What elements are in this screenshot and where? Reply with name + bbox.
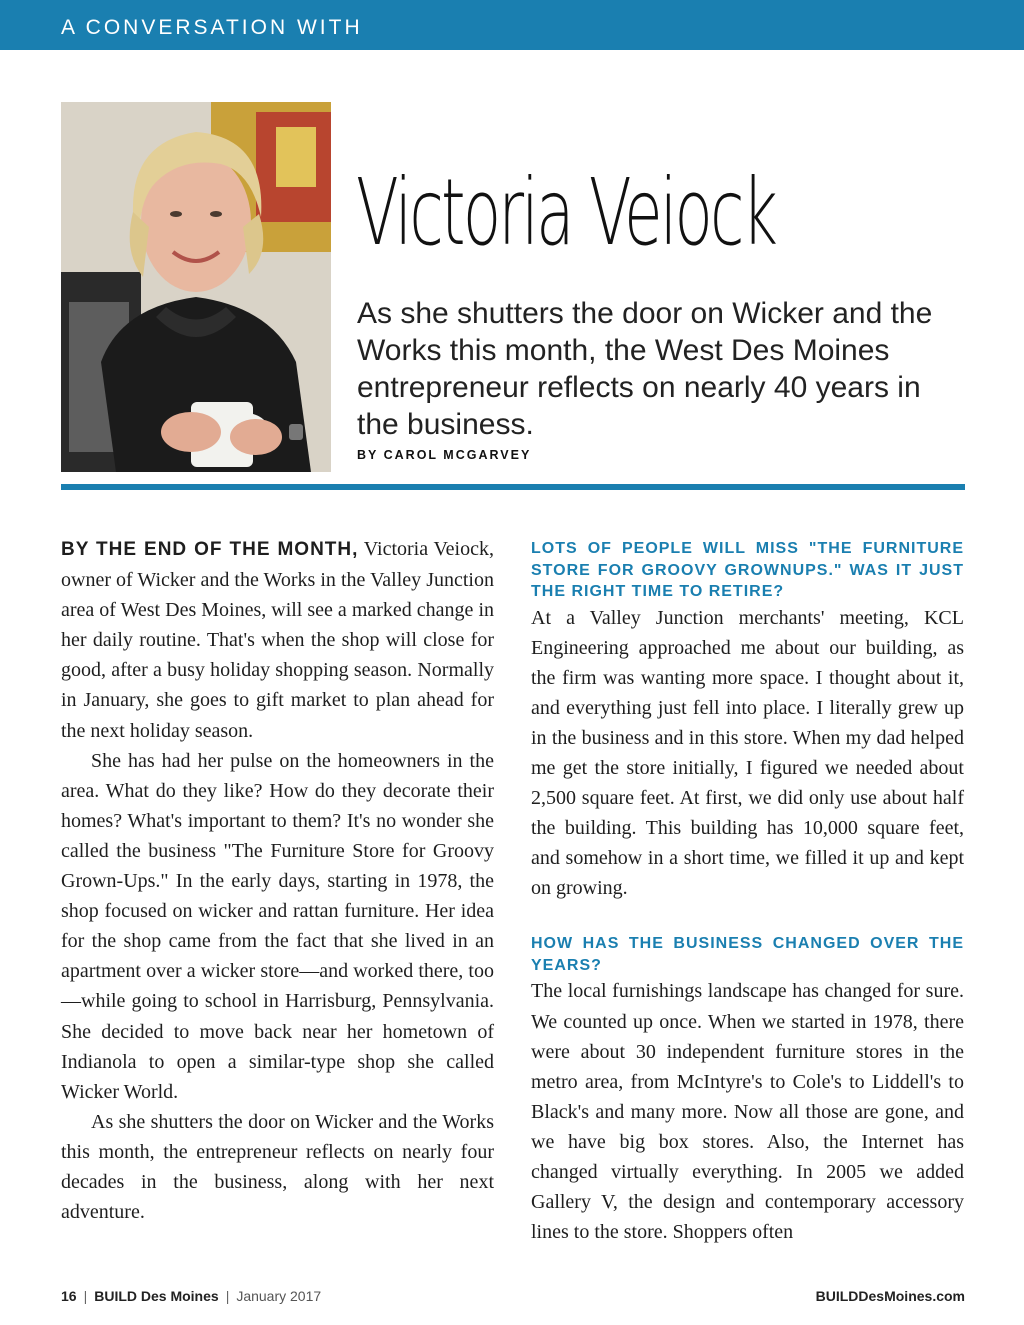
page-footer (61, 1288, 321, 1304)
right-column (531, 538, 964, 1247)
section-label: A CONVERSATION WITH (61, 16, 363, 39)
lead-in: BY THE END OF THE MONTH, (61, 539, 359, 560)
intro-paragraph (61, 534, 494, 746)
portrait-photo (61, 102, 331, 472)
left-column (61, 534, 494, 1227)
interview-answer: At a Valley Junction merchants' meeting, KCL Engineering approached me about our building, as the firm was wanting more space. I thought about it, and everything just fell into place. I literally grew up in the business and in this store. When my dad helped me get the store initially, I figured we needed about 2,500 square feet. At first, we did only use about half the building. This building has 10,000 square feet, and somehow in a short time, we filled it up and kept on growing. (531, 606, 964, 900)
website-url: BUILDDesMoines.com (815, 1288, 965, 1304)
footer-divider: | (225, 1288, 230, 1304)
interview-question: LOTS OF PEOPLE WILL MISS "THE FURNITURE STORE FOR GROOVY GROWNUPS." WAS IT JUST THE RIGHT TIME TO RETIRE? (531, 540, 964, 600)
article-byline: BY CAROL MCGARVEY (357, 448, 532, 462)
issue-date: January 2017 (236, 1288, 322, 1304)
article-title: Victoria Veiock (356, 159, 776, 266)
body-paragraph: She has had her pulse on the homeowners in the area. What do they like? How do they decorate their homes? What's important to them? It's no wonder she called the business "The Furniture Store for Groovy Grown-Ups." In the early days, starting in 1978, the shop focused on wicker and rattan furniture. Her idea for the shop came from the fact that she lived in an apartment over a wicker store—and worked there, too—while going to school in Harrisburg, Pennsylvania. She decided to move back near her hometown of Indianola to open a similar-type shop she called Wicker World. (61, 749, 494, 1103)
header-divider (61, 484, 965, 490)
publication-name: BUILD Des Moines (94, 1288, 219, 1304)
section-banner (0, 0, 1024, 50)
interview-answer: The local furnishings landscape has changed for sure. We counted up once. When we started in 1978, there were about 30 independent furniture stores in the metro area, from McIntyre's to Cole's to Liddell's to Black's and many more. Now all those are gone, and we have big box stores. Also, the Internet has changed virtually everything. In 2005 we added Gallery V, the design and contemporary accessory lines to the store. Shoppers often (531, 980, 964, 1244)
intro-text: Victoria Veiock, owner of Wicker and the Works in the Valley Junction area of West Des Moines, will see a marked change in her daily routine. That's when the shop will close for good, after a busy holiday shopping season. Normally in January, she goes to gift market to plan ahead for the next holiday season. (61, 538, 494, 742)
footer-divider: | (83, 1288, 88, 1304)
article-deck: As she shutters the door on Wicker and the Works this month, the West Des Moines entrepreneur reflects on nearly 40 years in the business. (357, 297, 933, 441)
interview-question: HOW HAS THE BUSINESS CHANGED OVER THE YEARS? (531, 935, 964, 974)
page-number: 16 (61, 1288, 77, 1304)
portrait-illustration (61, 102, 331, 472)
body-paragraph: As she shutters the door on Wicker and the Works this month, the entrepreneur reflects on nearly four decades in the business, along with her next adventure. (61, 1110, 494, 1224)
